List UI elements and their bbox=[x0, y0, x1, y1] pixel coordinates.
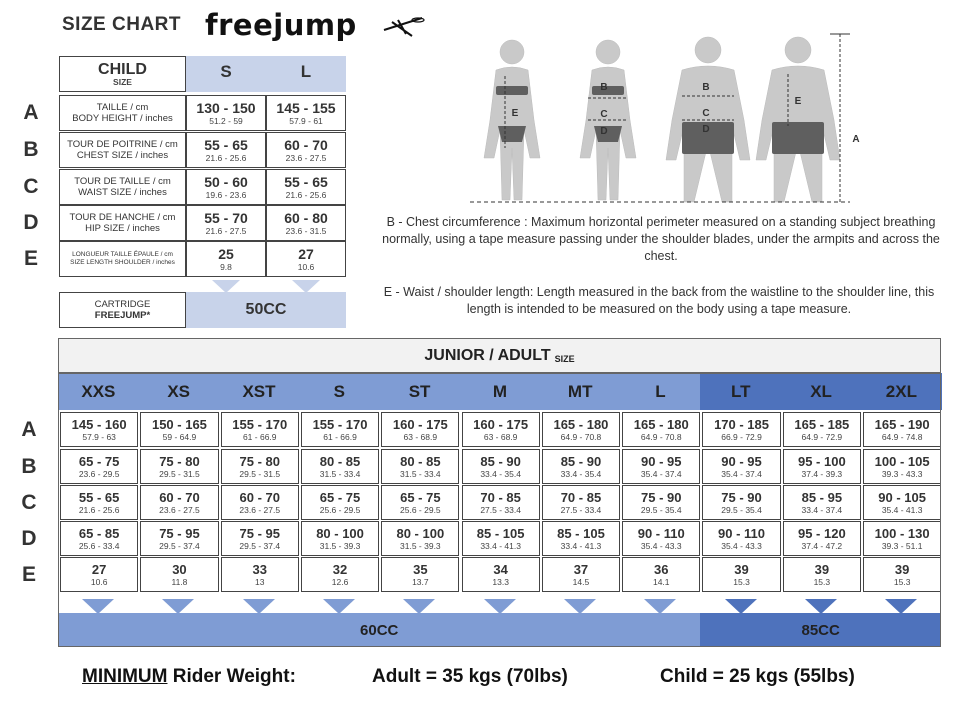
junior-size-xst: XST bbox=[219, 373, 300, 410]
junior-value-inches: 11.8 bbox=[171, 576, 188, 587]
figure-label-d2: D bbox=[702, 124, 710, 135]
child-value-main: 50 - 60 bbox=[204, 173, 248, 190]
junior-row-letter-c: C bbox=[21, 491, 37, 514]
junior-value-cell bbox=[221, 485, 299, 520]
figure-label-b1: B bbox=[600, 82, 608, 93]
junior-value-main: 60 - 70 bbox=[239, 489, 280, 505]
junior-value-main: 85 - 90 bbox=[560, 453, 602, 469]
junior-value-cell bbox=[381, 521, 459, 556]
junior-value-inches: 37.4 - 39.3 bbox=[801, 468, 843, 479]
junior-value-main: 55 - 65 bbox=[78, 489, 120, 505]
junior-value-cell bbox=[60, 412, 138, 447]
junior-value-main: 75 - 80 bbox=[159, 453, 200, 469]
child-value-main: 55 - 70 bbox=[204, 209, 248, 226]
junior-value-main: 165 - 180 bbox=[633, 416, 689, 432]
junior-cartridge-arrow-icon bbox=[243, 599, 275, 614]
cartridge-85cc: 85CC bbox=[700, 613, 941, 647]
junior-value-main: 165 - 190 bbox=[874, 416, 930, 432]
junior-size-xs: XS bbox=[138, 373, 219, 410]
child-value-inches: 19.6 - 23.6 bbox=[205, 189, 247, 200]
junior-value-inches: 31.5 - 33.4 bbox=[400, 468, 441, 479]
child-cartridge-value: 50CC bbox=[186, 292, 346, 328]
junior-value-cell bbox=[60, 557, 138, 592]
junior-value-main: 70 - 85 bbox=[480, 489, 521, 505]
child-size-l: L bbox=[300, 62, 312, 81]
junior-value-inches: 35.4 - 43.3 bbox=[640, 540, 682, 551]
figure-label-e1: E bbox=[511, 108, 519, 119]
child-value-main: 55 - 65 bbox=[204, 136, 248, 153]
junior-value-inches: 35.4 - 41.3 bbox=[881, 504, 923, 515]
junior-value-cell bbox=[783, 412, 861, 447]
junior-value-cell bbox=[462, 485, 540, 520]
figure-label-a: A bbox=[852, 134, 860, 145]
child-value-main: 55 - 65 bbox=[284, 173, 328, 190]
junior-size-lt: LT bbox=[700, 373, 781, 410]
junior-value-cell bbox=[863, 521, 941, 556]
child-measure-label-1-line-1: CHEST SIZE / inches bbox=[76, 150, 169, 161]
junior-row-letter-a: A bbox=[21, 418, 37, 441]
junior-value-main: 85 - 105 bbox=[557, 525, 605, 541]
chart-title: SIZE CHART bbox=[62, 14, 181, 35]
junior-value-inches: 64.9 - 72.9 bbox=[801, 431, 843, 442]
junior-cartridge-arrow-icon bbox=[162, 599, 194, 614]
junior-value-cell bbox=[140, 485, 218, 520]
junior-value-inches: 57.9 - 63 bbox=[82, 431, 116, 442]
junior-value-main: 65 - 85 bbox=[78, 525, 120, 541]
junior-value-inches: 29.5 - 35.4 bbox=[721, 504, 762, 515]
junior-adult-size-label: SIZE bbox=[554, 353, 575, 364]
cartridge-60cc: 60CC bbox=[58, 613, 700, 647]
junior-value-cell bbox=[462, 412, 540, 447]
brand-logo: freejump bbox=[205, 8, 357, 42]
junior-value-cell bbox=[221, 521, 299, 556]
junior-size-m: M bbox=[460, 373, 541, 410]
child-row-letter-a: A bbox=[23, 101, 39, 124]
junior-value-inches: 33.4 - 35.4 bbox=[560, 468, 602, 479]
junior-size-s: S bbox=[299, 373, 380, 410]
junior-value-inches: 61 - 66.9 bbox=[323, 431, 357, 442]
junior-value-inches: 10.6 bbox=[90, 576, 108, 587]
child-measure-label bbox=[59, 95, 186, 131]
junior-value-main: 37 bbox=[573, 561, 589, 577]
junior-value-cell bbox=[542, 412, 620, 447]
junior-value-main: 36 bbox=[654, 561, 669, 577]
child-value-inches: 21.6 - 25.6 bbox=[285, 189, 327, 200]
child-value-main: 25 bbox=[218, 245, 234, 262]
minimum-weight-note bbox=[82, 666, 296, 688]
junior-value-inches: 15.3 bbox=[893, 576, 911, 587]
junior-value-main: 80 - 100 bbox=[396, 525, 445, 541]
junior-value-cell bbox=[60, 521, 138, 556]
child-cartridge-label bbox=[59, 292, 186, 328]
junior-value-cell bbox=[622, 557, 700, 592]
junior-cartridge-arrow-icon bbox=[564, 599, 596, 614]
junior-adult-header bbox=[58, 338, 941, 373]
child-measure-label-0-line-0: TAILLE / cm bbox=[96, 102, 149, 113]
junior-value-cell bbox=[140, 557, 218, 592]
junior-value-inches: 15.3 bbox=[733, 576, 750, 587]
junior-value-cell bbox=[783, 485, 861, 520]
junior-value-main: 33 bbox=[252, 561, 267, 577]
waist-description: E - Waist / shoulder length: Length measured in the back from the waistline to the shoulder line, this length is intended to be measured on the body using a tape measure. bbox=[383, 285, 935, 316]
junior-value-inches: 35.4 - 37.4 bbox=[640, 468, 682, 479]
junior-value-main: 35 bbox=[413, 561, 428, 577]
rider-weight-label: Rider Weight: bbox=[167, 666, 296, 687]
junior-value-inches: 14.5 bbox=[572, 576, 590, 587]
child-measure-label-2-line-1: WAIST SIZE / inches bbox=[78, 187, 167, 198]
junior-value-main: 100 - 105 bbox=[874, 453, 930, 469]
junior-value-cell bbox=[863, 449, 941, 484]
junior-value-cell bbox=[622, 521, 700, 556]
junior-value-main: 75 - 95 bbox=[239, 525, 280, 541]
junior-value-inches: 33.4 - 35.4 bbox=[480, 468, 521, 479]
child-row-letter-d: D bbox=[23, 211, 39, 234]
junior-value-inches: 27.5 - 33.4 bbox=[480, 504, 521, 515]
junior-value-main: 65 - 75 bbox=[78, 453, 120, 469]
child-cartridge-arrow-icon bbox=[212, 280, 240, 293]
junior-value-main: 85 - 95 bbox=[801, 489, 843, 505]
junior-value-cell bbox=[221, 412, 299, 447]
junior-value-main: 155 - 170 bbox=[232, 416, 288, 432]
junior-value-main: 155 - 170 bbox=[312, 416, 368, 432]
child-header-label: CHILD bbox=[98, 60, 147, 78]
child-cartridge-label-line-1: FREEJUMP* bbox=[94, 310, 151, 321]
junior-value-inches: 29.5 - 31.5 bbox=[239, 468, 281, 479]
junior-value-inches: 63 - 68.9 bbox=[403, 431, 438, 442]
child-value-cell bbox=[186, 169, 266, 205]
junior-value-inches: 23.6 - 29.5 bbox=[78, 468, 120, 479]
junior-value-inches: 14.1 bbox=[652, 576, 670, 587]
junior-value-cell bbox=[301, 521, 379, 556]
child-measure-label bbox=[59, 132, 186, 168]
junior-value-cell bbox=[301, 449, 379, 484]
junior-value-main: 90 - 95 bbox=[641, 453, 682, 469]
junior-size-l: L bbox=[620, 373, 701, 410]
junior-value-main: 80 - 85 bbox=[319, 453, 361, 469]
junior-value-inches: 29.5 - 35.4 bbox=[640, 504, 682, 515]
junior-value-main: 39 bbox=[894, 561, 910, 577]
child-measure-label-4-line-0: LONGUEUR TAILLE ÉPAULE / cm bbox=[72, 251, 173, 258]
junior-value-main: 170 - 185 bbox=[714, 416, 769, 432]
junior-value-cell bbox=[301, 485, 379, 520]
child-measure-label-4-line-1: SIZE LENGTH SHOULDER / inches bbox=[70, 259, 175, 266]
body-measurement-figures bbox=[460, 30, 880, 210]
child-measure-label bbox=[59, 205, 186, 241]
junior-cartridge-arrow-icon bbox=[323, 599, 355, 614]
junior-value-inches: 64.9 - 70.8 bbox=[640, 431, 682, 442]
junior-value-cell bbox=[381, 449, 459, 484]
junior-value-main: 85 - 90 bbox=[480, 453, 521, 469]
child-value-cell bbox=[266, 241, 346, 277]
child-value-inches: 21.6 - 27.5 bbox=[205, 225, 247, 236]
junior-value-cell bbox=[221, 557, 299, 592]
junior-value-inches: 33.4 - 41.3 bbox=[480, 540, 521, 551]
junior-value-cell bbox=[301, 412, 379, 447]
child-value-inches: 57.9 - 61 bbox=[289, 115, 323, 126]
junior-value-cell bbox=[702, 485, 780, 520]
junior-value-inches: 33.4 - 37.4 bbox=[801, 504, 843, 515]
junior-value-cell bbox=[381, 412, 459, 447]
child-value-cell bbox=[186, 241, 266, 277]
junior-adult-title: JUNIOR / ADULT bbox=[424, 346, 551, 364]
junior-value-inches: 35.4 - 43.3 bbox=[721, 540, 762, 551]
junior-value-cell bbox=[542, 557, 620, 592]
junior-value-cell bbox=[381, 485, 459, 520]
junior-value-inches: 39.3 - 43.3 bbox=[881, 468, 923, 479]
junior-value-cell bbox=[702, 449, 780, 484]
junior-value-inches: 35.4 - 37.4 bbox=[721, 468, 762, 479]
child-value-inches: 10.6 bbox=[297, 261, 315, 272]
junior-value-inches: 15.3 bbox=[813, 576, 831, 587]
child-value-inches: 23.6 - 27.5 bbox=[285, 152, 327, 163]
junior-value-cell bbox=[702, 412, 780, 447]
child-row-letter-b: B bbox=[23, 138, 39, 161]
junior-value-cell bbox=[60, 449, 138, 484]
child-value-main: 130 - 150 bbox=[196, 99, 256, 116]
child-measure-label bbox=[59, 241, 186, 277]
junior-size-mt: MT bbox=[540, 373, 621, 410]
junior-value-cell bbox=[221, 449, 299, 484]
junior-size-2xl: 2XL bbox=[861, 373, 942, 410]
child-row-letter-e: E bbox=[23, 247, 38, 270]
junior-value-cell bbox=[542, 449, 620, 484]
junior-value-main: 32 bbox=[332, 561, 348, 577]
junior-value-inches: 64.9 - 70.8 bbox=[560, 431, 602, 442]
junior-value-inches: 25.6 - 29.5 bbox=[400, 504, 441, 515]
junior-value-main: 150 - 165 bbox=[151, 416, 207, 432]
junior-value-cell bbox=[542, 521, 620, 556]
child-value-cell bbox=[266, 95, 346, 131]
junior-size-xl: XL bbox=[781, 373, 862, 410]
junior-value-inches: 37.4 - 47.2 bbox=[801, 540, 843, 551]
junior-value-main: 34 bbox=[493, 561, 508, 577]
junior-cartridge-arrow-icon bbox=[403, 599, 435, 614]
junior-value-main: 165 - 180 bbox=[553, 416, 609, 432]
junior-value-cell bbox=[381, 557, 459, 592]
figure-label-c2: C bbox=[702, 108, 710, 119]
junior-cartridge-arrow-icon bbox=[885, 599, 917, 614]
child-measure-label bbox=[59, 169, 186, 205]
junior-value-inches: 31.5 - 39.3 bbox=[319, 540, 361, 551]
child-value-main: 60 - 70 bbox=[284, 136, 328, 153]
dragonfly-logo-icon bbox=[382, 12, 426, 40]
child-measure-label-3-line-0: TOUR DE HANCHE / cm bbox=[69, 212, 176, 223]
junior-value-inches: 39.3 - 51.1 bbox=[881, 540, 923, 551]
junior-value-main: 39 bbox=[814, 561, 830, 577]
junior-cartridge-arrow-icon bbox=[644, 599, 676, 614]
junior-value-cell bbox=[863, 485, 941, 520]
junior-value-inches: 59 - 64.9 bbox=[162, 431, 197, 442]
junior-value-main: 75 - 90 bbox=[721, 489, 762, 505]
child-cartridge-arrow-icon bbox=[292, 280, 320, 293]
junior-value-main: 85 - 105 bbox=[476, 525, 525, 541]
child-size-s: S bbox=[220, 62, 232, 81]
junior-value-main: 80 - 100 bbox=[316, 525, 364, 541]
junior-value-inches: 21.6 - 25.6 bbox=[78, 504, 120, 515]
child-value-cell bbox=[186, 132, 266, 168]
junior-value-cell bbox=[702, 557, 780, 592]
junior-value-main: 90 - 105 bbox=[878, 489, 926, 505]
minimum-label: MINIMUM bbox=[82, 666, 168, 687]
child-value-inches: 9.8 bbox=[220, 261, 232, 272]
junior-value-main: 39 bbox=[734, 561, 749, 577]
adult-weight: Adult = 35 kgs (70lbs) bbox=[372, 666, 568, 687]
junior-value-inches: 25.6 - 33.4 bbox=[78, 540, 120, 551]
child-value-cell bbox=[186, 95, 266, 131]
child-measure-label-3-line-1: HIP SIZE / inches bbox=[85, 223, 160, 234]
junior-value-inches: 13.3 bbox=[492, 576, 509, 587]
junior-value-inches: 23.6 - 27.5 bbox=[159, 504, 200, 515]
child-cartridge-label-line-0: CARTRIDGE bbox=[94, 299, 151, 310]
junior-value-inches: 13.7 bbox=[412, 576, 429, 587]
figure-label-c1: C bbox=[600, 109, 608, 120]
junior-size-st: ST bbox=[379, 373, 460, 410]
junior-size-xxs: XXS bbox=[58, 373, 139, 410]
child-value-inches: 21.6 - 25.6 bbox=[205, 152, 247, 163]
junior-value-cell bbox=[702, 521, 780, 556]
junior-value-inches: 66.9 - 72.9 bbox=[721, 431, 762, 442]
figure-label-d1: D bbox=[600, 126, 608, 137]
junior-value-cell bbox=[462, 557, 540, 592]
junior-value-main: 145 - 160 bbox=[71, 416, 127, 432]
junior-cartridge-arrow-icon bbox=[82, 599, 114, 614]
junior-row-letter-b: B bbox=[21, 455, 37, 478]
junior-cartridge-arrow-icon bbox=[484, 599, 516, 614]
junior-value-main: 160 - 175 bbox=[473, 416, 529, 432]
junior-value-inches: 25.6 - 29.5 bbox=[319, 504, 361, 515]
junior-cartridge-arrow-icon bbox=[805, 599, 837, 614]
junior-value-main: 65 - 75 bbox=[319, 489, 361, 505]
junior-value-main: 75 - 95 bbox=[159, 525, 200, 541]
junior-value-main: 70 - 85 bbox=[560, 489, 602, 505]
child-value-cell bbox=[186, 205, 266, 241]
junior-value-inches: 27.5 - 33.4 bbox=[560, 504, 602, 515]
junior-value-main: 80 - 85 bbox=[400, 453, 441, 469]
junior-value-inches: 64.9 - 74.8 bbox=[881, 431, 923, 442]
chest-description: B - Chest circumference : Maximum horizontal perimeter measured on a standing subject breathing normally, using a tape measure passing under the shoulder blades, under the armpits and across the chest. bbox=[382, 215, 940, 263]
child-header-sub: SIZE bbox=[113, 76, 132, 87]
junior-value-inches: 31.5 - 33.4 bbox=[319, 468, 361, 479]
junior-value-inches: 31.5 - 39.3 bbox=[400, 540, 441, 551]
child-measure-label-1-line-0: TOUR DE POITRINE / cm bbox=[67, 139, 178, 150]
junior-value-inches: 61 - 66.9 bbox=[242, 431, 277, 442]
child-value-inches: 23.6 - 31.5 bbox=[285, 225, 327, 236]
child-value-main: 60 - 80 bbox=[284, 209, 328, 226]
figure-label-b2: B bbox=[702, 82, 710, 93]
child-row-letter-c: C bbox=[23, 175, 39, 198]
junior-row-letter-d: D bbox=[21, 527, 37, 550]
junior-value-main: 75 - 90 bbox=[641, 489, 682, 505]
junior-cartridge-arrow-icon bbox=[725, 599, 757, 614]
junior-value-cell bbox=[140, 412, 218, 447]
junior-row-letter-e: E bbox=[21, 563, 36, 586]
child-value-inches: 51.2 - 59 bbox=[209, 115, 243, 126]
junior-value-main: 90 - 110 bbox=[718, 525, 766, 541]
junior-value-inches: 23.6 - 27.5 bbox=[239, 504, 281, 515]
junior-value-cell bbox=[140, 521, 218, 556]
child-measure-label-2-line-0: TOUR DE TAILLE / cm bbox=[74, 176, 171, 187]
junior-value-cell bbox=[60, 485, 138, 520]
junior-value-cell bbox=[622, 449, 700, 484]
child-weight: Child = 25 kgs (55lbs) bbox=[660, 666, 855, 687]
junior-value-cell bbox=[462, 449, 540, 484]
junior-value-main: 75 - 80 bbox=[239, 453, 280, 469]
junior-value-inches: 29.5 - 37.4 bbox=[239, 540, 281, 551]
child-value-main: 145 - 155 bbox=[276, 99, 336, 116]
junior-value-cell bbox=[301, 557, 379, 592]
junior-value-cell bbox=[863, 557, 941, 592]
junior-value-inches: 33.4 - 41.3 bbox=[560, 540, 602, 551]
junior-value-cell bbox=[622, 485, 700, 520]
junior-value-inches: 63 - 68.9 bbox=[483, 431, 518, 442]
child-value-main: 27 bbox=[298, 245, 314, 262]
junior-value-main: 100 - 130 bbox=[874, 525, 930, 541]
junior-value-cell bbox=[462, 521, 540, 556]
junior-value-main: 95 - 120 bbox=[797, 525, 846, 541]
child-value-cell bbox=[266, 205, 346, 241]
junior-value-main: 65 - 75 bbox=[400, 489, 441, 505]
junior-value-inches: 12.6 bbox=[331, 576, 349, 587]
junior-value-inches: 29.5 - 31.5 bbox=[159, 468, 200, 479]
junior-value-cell bbox=[140, 449, 218, 484]
child-measure-label-0-line-1: BODY HEIGHT / inches bbox=[72, 113, 173, 124]
junior-value-inches: 13 bbox=[255, 576, 265, 587]
junior-value-main: 95 - 100 bbox=[797, 453, 846, 469]
junior-value-main: 165 - 185 bbox=[794, 416, 850, 432]
junior-value-main: 90 - 95 bbox=[721, 453, 762, 469]
junior-value-cell bbox=[542, 485, 620, 520]
junior-value-cell bbox=[622, 412, 700, 447]
junior-value-inches: 29.5 - 37.4 bbox=[159, 540, 200, 551]
junior-value-main: 90 - 110 bbox=[637, 525, 685, 541]
junior-value-cell bbox=[783, 557, 861, 592]
junior-value-main: 60 - 70 bbox=[159, 489, 200, 505]
child-size-header bbox=[59, 56, 186, 92]
junior-value-cell bbox=[783, 521, 861, 556]
junior-value-main: 160 - 175 bbox=[392, 416, 448, 432]
child-value-cell bbox=[266, 169, 346, 205]
junior-value-main: 27 bbox=[91, 561, 107, 577]
figure-label-e2: E bbox=[794, 96, 802, 107]
junior-value-main: 30 bbox=[172, 561, 187, 577]
junior-value-cell bbox=[783, 449, 861, 484]
child-value-cell bbox=[266, 132, 346, 168]
junior-value-cell bbox=[863, 412, 941, 447]
